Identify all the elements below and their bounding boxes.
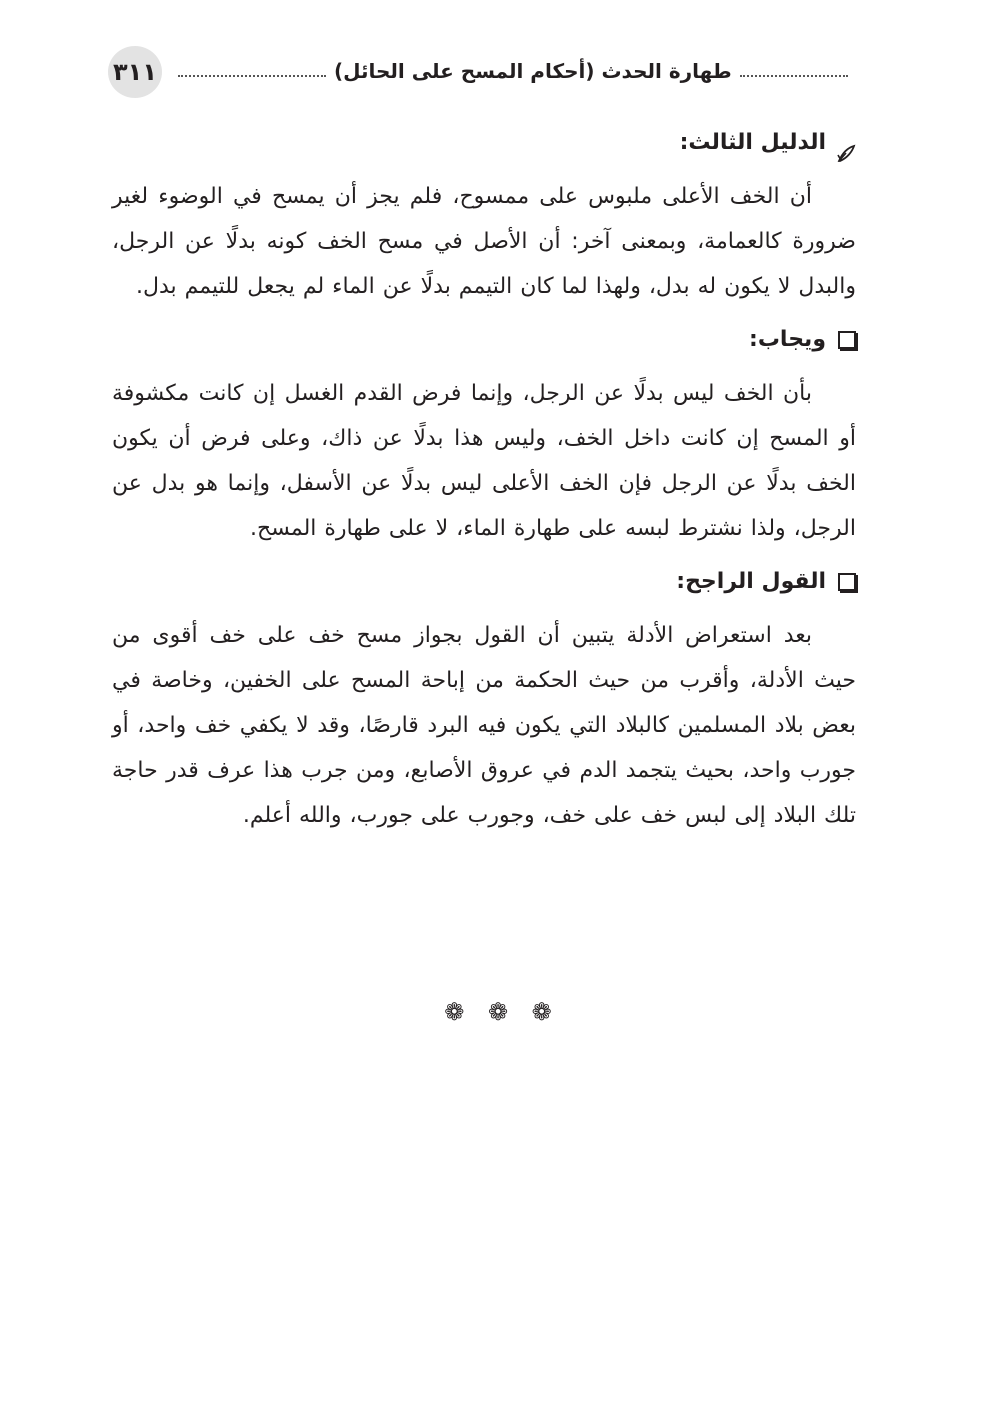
checkbox-icon bbox=[838, 573, 856, 591]
paragraph: بأن الخف ليس بدلًا عن الرجل، وإنما فرض القدم الغسل إن كانت مكشوفة أو المسح إن كانت داخل الخف، وليس هذا بدلًا عن ذاك، وعلى فرض أن يكون الخف بدلًا عن الرجل فإن الخف الأعلى ليس بدلًا عن الأسفل، وإنما هو بدل عن الرجل، ولذا نشترط لبسه على طهارة الماء، لا على طهارة المسح. bbox=[112, 381, 856, 541]
page-number: ٣١١ bbox=[108, 46, 162, 98]
running-header bbox=[108, 46, 848, 98]
section-heading-text: ويجاب: bbox=[749, 327, 826, 352]
paragraph: أن الخف الأعلى ملبوس على ممسوح، فلم يجز أن يمسح في الوضوء لغير ضرورة كالعمامة، وبمعنى آخر: أن الأصل في مسح الخف كونه بدلًا عن الرجل، والبدل لا يكون له بدل، ولهذا لما كان التيمم بدلًا عن الماء لم يجعل للتيمم بدل. bbox=[112, 184, 856, 299]
header-line bbox=[178, 54, 848, 88]
page-body bbox=[112, 118, 856, 844]
running-title: طهارة الحدث (أحكام المسح على الحائل) bbox=[334, 59, 732, 83]
header-dot-leader-right bbox=[178, 75, 326, 77]
section-heading-third-evidence bbox=[112, 118, 856, 168]
header-dot-leader-left bbox=[740, 75, 848, 77]
section-heading-preferred-opinion bbox=[112, 557, 856, 607]
section-heading-text: الدليل الثالث: bbox=[679, 130, 826, 155]
quill-icon bbox=[836, 133, 856, 153]
section-heading-text: القول الراجح: bbox=[676, 569, 826, 594]
checkbox-icon bbox=[838, 331, 856, 349]
section-heading-response bbox=[112, 315, 856, 365]
section-end-ornament: ❁ ❁ ❁ bbox=[444, 998, 560, 1026]
paragraph: بعد استعراض الأدلة يتبين أن القول بجواز مسح خف على خف أقوى من حيث الأدلة، وأقرب من حيث الحكمة من إباحة المسح على الخفين، وخاصة في بعض بلاد المسلمين كالبلاد التي يكون فيه البرد قارصًا، وقد لا يكفي خف واحد، أو جورب واحد، بحيث يتجمد الدم في عروق الأصابع، ومن جرب هذا عرف قدر حاجة تلك البلاد إلى لبس خف على خف، وجورب على جورب، والله أعلم. bbox=[112, 623, 856, 828]
